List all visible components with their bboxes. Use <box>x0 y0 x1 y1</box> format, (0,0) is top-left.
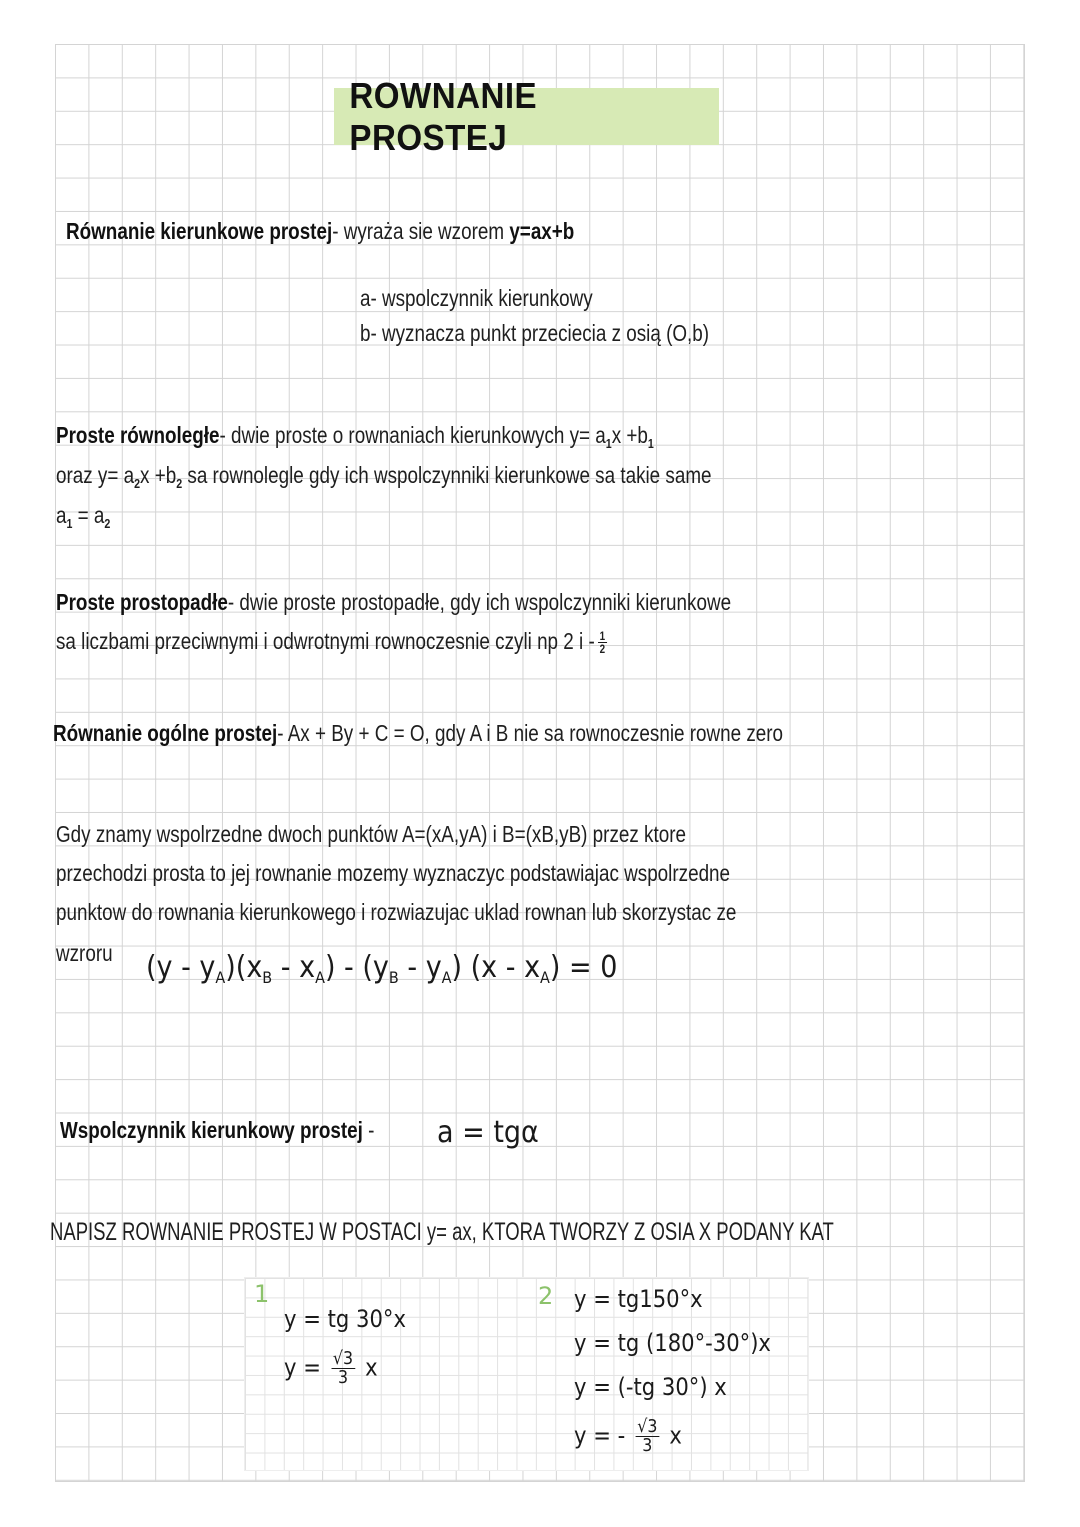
exercise-1-line-1: y = tg 30°x <box>284 1305 406 1333</box>
section-rownolegle-line2 <box>56 462 712 491</box>
formula-part: )(x <box>225 950 263 985</box>
subscript: A <box>441 968 452 987</box>
subscript: 1 <box>605 436 612 451</box>
equals-a: = a <box>72 502 105 528</box>
rownolegle-text-mid: x +b <box>611 422 648 448</box>
formula-part: ) - (y <box>324 950 389 985</box>
fraction-sqrt3-over-3 <box>331 1350 355 1387</box>
dwa-punkty-line-1: Gdy znamy wspolrzedne dwoch punktów A=(xA,yA) i B=(xB,yB) przez ktore <box>56 821 686 847</box>
dwa-punkty-line-4: wzroru <box>56 940 113 966</box>
rownolegle-text-mid2: x +b <box>140 462 177 488</box>
exercise-2-line-3: y = (-tg 30°) x <box>574 1373 727 1401</box>
dwa-punkty-line-3: punktow do rownania kierunkowego i rozwiazujac uklad rownan lub skorzystac ze <box>56 899 737 925</box>
rownolegle-text-3: sa rownolegle gdy ich wspolczynniki kierunkowe sa takie same <box>182 462 712 488</box>
section-kierunkowe <box>66 218 574 245</box>
exercise-number-2: 2 <box>538 1282 554 1310</box>
result-prefix: y = <box>284 1353 328 1382</box>
subscript: B <box>262 968 273 987</box>
sqrt-numerator: √ 3 <box>635 1418 659 1437</box>
note-a: a- wspolczynnik kierunkowy <box>360 285 593 311</box>
exercise-number-1: 1 <box>254 1280 270 1308</box>
exercise-2-line-1: y = tg150°x <box>574 1285 703 1313</box>
fraction-sqrt3-over-3 <box>635 1418 659 1455</box>
term-ogolne: Równanie ogólne prostej <box>53 720 278 746</box>
section-ogolne <box>53 720 783 747</box>
term-rownolegle: Proste równoległe <box>56 422 220 448</box>
formula-part: - x <box>272 950 316 985</box>
formula-part: ) = 0 <box>549 950 618 985</box>
section-prostopadle-line1 <box>56 589 731 616</box>
ogolne-text: - Ax + By + C = O, gdy A i B nie sa rownoczesnie rowne zero <box>277 720 784 746</box>
prostopadle-text-2: sa liczbami przeciwnymi i odwrotnymi rownoczesnie czyli np 2 i - <box>56 628 595 654</box>
title-highlight <box>334 74 719 158</box>
section-wspolczynnik <box>60 1117 374 1144</box>
exercise-2-result <box>574 1418 682 1455</box>
subscript: B <box>388 968 399 987</box>
kierunkowe-text: - wyraża sie wzorem <box>332 218 510 244</box>
rownolegle-text-1: - dwie proste o rownaniach kierunkowych y= a <box>219 422 606 448</box>
term-kierunkowe: Równanie kierunkowe prostej <box>66 218 333 244</box>
note-b: b- wyznacza punkt przeciecia z osią (O,b) <box>360 320 710 346</box>
subscript: A <box>315 968 325 987</box>
prostopadle-text-1: - dwie proste prostopadłe, gdy ich wspolczynniki kierunkowe <box>227 589 732 615</box>
dwa-punkty-line-2: przechodzi prosta to jej rownanie mozemy wyznaczyc podstawiajac wspolrzedne <box>56 860 731 886</box>
graph-paper-background <box>55 44 1025 1482</box>
result-suffix: x <box>662 1421 682 1450</box>
term-wspolczynnik: Wspolczynnik kierunkowy prostej <box>60 1117 363 1143</box>
a-symbol: a <box>56 502 67 528</box>
page-title: ROWNANIE PROSTEJ <box>349 74 538 158</box>
exercise-1-result <box>284 1350 378 1387</box>
section-rownolegle-line1 <box>56 422 654 451</box>
subscript: A <box>540 968 550 987</box>
term-prostopadle: Proste prostopadłe <box>56 589 228 615</box>
subscript: 2 <box>134 476 141 491</box>
rownolegle-text-2: oraz y= a <box>56 462 135 488</box>
fraction-numerator: 1 <box>599 629 606 644</box>
formula-part: ) (x - x <box>451 950 541 985</box>
section-rownolegle-line3 <box>56 502 110 531</box>
kierunkowe-formula: y=ax+b <box>509 218 575 244</box>
denominator: 3 <box>642 1435 653 1456</box>
slope-formula: a = tgα <box>437 1115 539 1150</box>
exercise-instruction: NAPISZ ROWNANIE PROSTEJ W POSTACI y= ax, KTORA TWORZY Z OSIA X PODANY KAT <box>50 1218 834 1246</box>
two-point-formula <box>146 950 617 987</box>
subscript: 2 <box>176 476 183 491</box>
formula-part: (y - y <box>146 950 216 985</box>
fraction-denominator: 2 <box>599 642 606 657</box>
result-prefix: y = - <box>574 1421 632 1450</box>
subscript: A <box>215 968 226 987</box>
result-suffix: x <box>358 1353 378 1382</box>
subscript: 2 <box>104 516 111 531</box>
denominator: 3 <box>337 1367 349 1388</box>
sqrt-numerator: √ 3 <box>331 1350 355 1369</box>
subscript: 1 <box>66 516 73 531</box>
section-prostopadle-line2 <box>56 628 610 655</box>
formula-part: - y <box>398 950 442 985</box>
fraction-one-half <box>598 630 607 655</box>
exercise-2-line-2: y = tg (180°-30°)x <box>574 1329 771 1357</box>
dash: - <box>362 1117 375 1143</box>
subscript: 1 <box>647 436 654 451</box>
